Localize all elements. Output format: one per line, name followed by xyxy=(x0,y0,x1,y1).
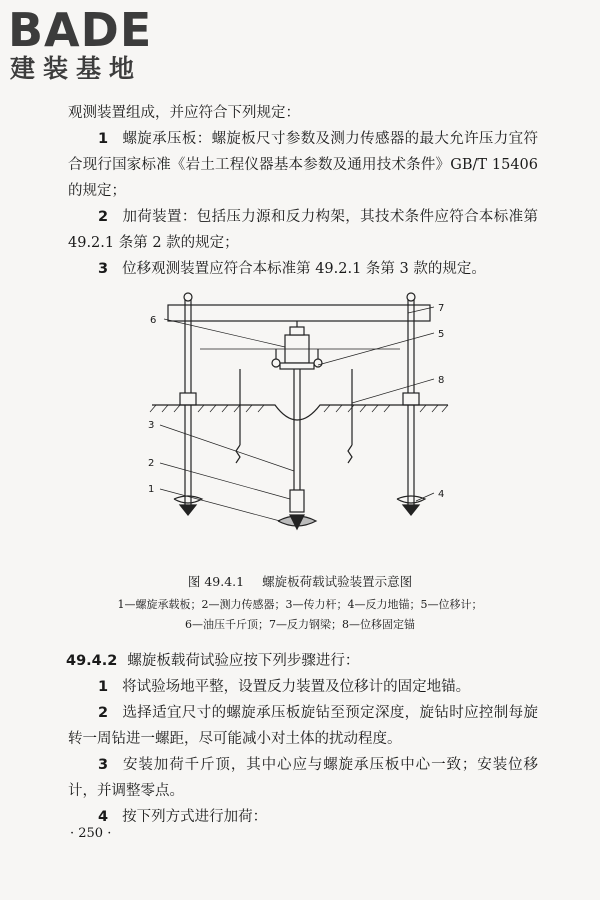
step-text: 将试验场地平整，设置反力装置及位移计的固定地锚。 xyxy=(122,679,471,695)
step-4 xyxy=(68,804,538,830)
item-number: 3 xyxy=(98,261,109,277)
step-3 xyxy=(68,752,538,804)
label-5: 5 xyxy=(438,329,445,340)
item-text: 位移观测装置应符合本标准第 49.2.1 条第 3 款的规定。 xyxy=(122,261,486,277)
step-text: 选择适宜尺寸的螺旋承压板旋钻至预定深度，旋钻时应控制每旋转一周钻进一螺距，尽可能减小对土体的扰动程度。 xyxy=(68,705,538,747)
list-item-1 xyxy=(68,126,538,204)
figure-title: 螺旋板荷载试验装置示意图 xyxy=(262,574,413,589)
step-text: 安装加荷千斤顶，其中心应与螺旋承压板中心一致；安装位移计，并调整零点。 xyxy=(68,757,538,799)
item-text: 加荷装置：包括压力源和反力构架，其技术条件应符合本标准第 49.2.1 条第 2 款的规定； xyxy=(68,209,538,251)
label-6: 6 xyxy=(150,315,157,326)
logo-subtitle: 建装基地 xyxy=(10,54,143,83)
step-number: 4 xyxy=(98,809,109,825)
publisher-logo xyxy=(8,4,183,88)
step-text: 按下列方式进行加荷： xyxy=(122,809,268,825)
figure-number: 图 49.4.1 xyxy=(187,574,245,589)
list-item-3 xyxy=(68,256,538,282)
page-number: · 250 · xyxy=(70,826,112,841)
intro-paragraph: 观测装置组成，并应符合下列规定： xyxy=(68,105,300,121)
figure-caption xyxy=(0,572,600,590)
logo-word: BADE xyxy=(8,3,153,57)
diagram-svg xyxy=(140,285,460,565)
step-2 xyxy=(68,700,538,752)
item-number: 1 xyxy=(98,131,109,147)
item-text: 螺旋承压板：螺旋板尺寸参数及测力传感器的最大允许压力宜符合现行国家标准《岩土工程仪器基本参数及通用技术条件》GB/T 15406 的规定； xyxy=(68,131,538,199)
item-number: 2 xyxy=(98,209,109,225)
step-number: 2 xyxy=(98,705,109,721)
section-title: 螺旋板载荷试验应按下列步骤进行： xyxy=(127,653,360,669)
step-1 xyxy=(68,674,538,700)
label-7: 7 xyxy=(438,303,445,314)
test-apparatus-diagram xyxy=(140,285,460,565)
fixed-anchor-right xyxy=(348,369,352,463)
displacement-gauge xyxy=(272,359,280,367)
step-number: 3 xyxy=(98,757,109,773)
list-item-2 xyxy=(68,204,538,256)
reaction-beam xyxy=(168,305,430,321)
force-sensor xyxy=(290,490,304,512)
figure-legend-line-1: 1—螺旋承载板；2—测力传感器；3—传力杆；4—反力地锚；5—位移计； xyxy=(117,598,483,611)
label-2: 2 xyxy=(148,458,155,469)
step-number: 1 xyxy=(98,679,109,695)
label-8: 8 xyxy=(438,375,445,386)
label-1: 1 xyxy=(148,484,155,495)
section-number: 49.4.2 xyxy=(66,653,118,669)
label-4: 4 xyxy=(438,489,445,500)
figure-legend-line-2: 6—油压千斤顶；7—反力钢梁；8—位移固定锚 xyxy=(185,618,415,631)
section-heading xyxy=(66,648,538,674)
label-3: 3 xyxy=(148,420,155,431)
fixed-anchor-left xyxy=(236,369,240,463)
